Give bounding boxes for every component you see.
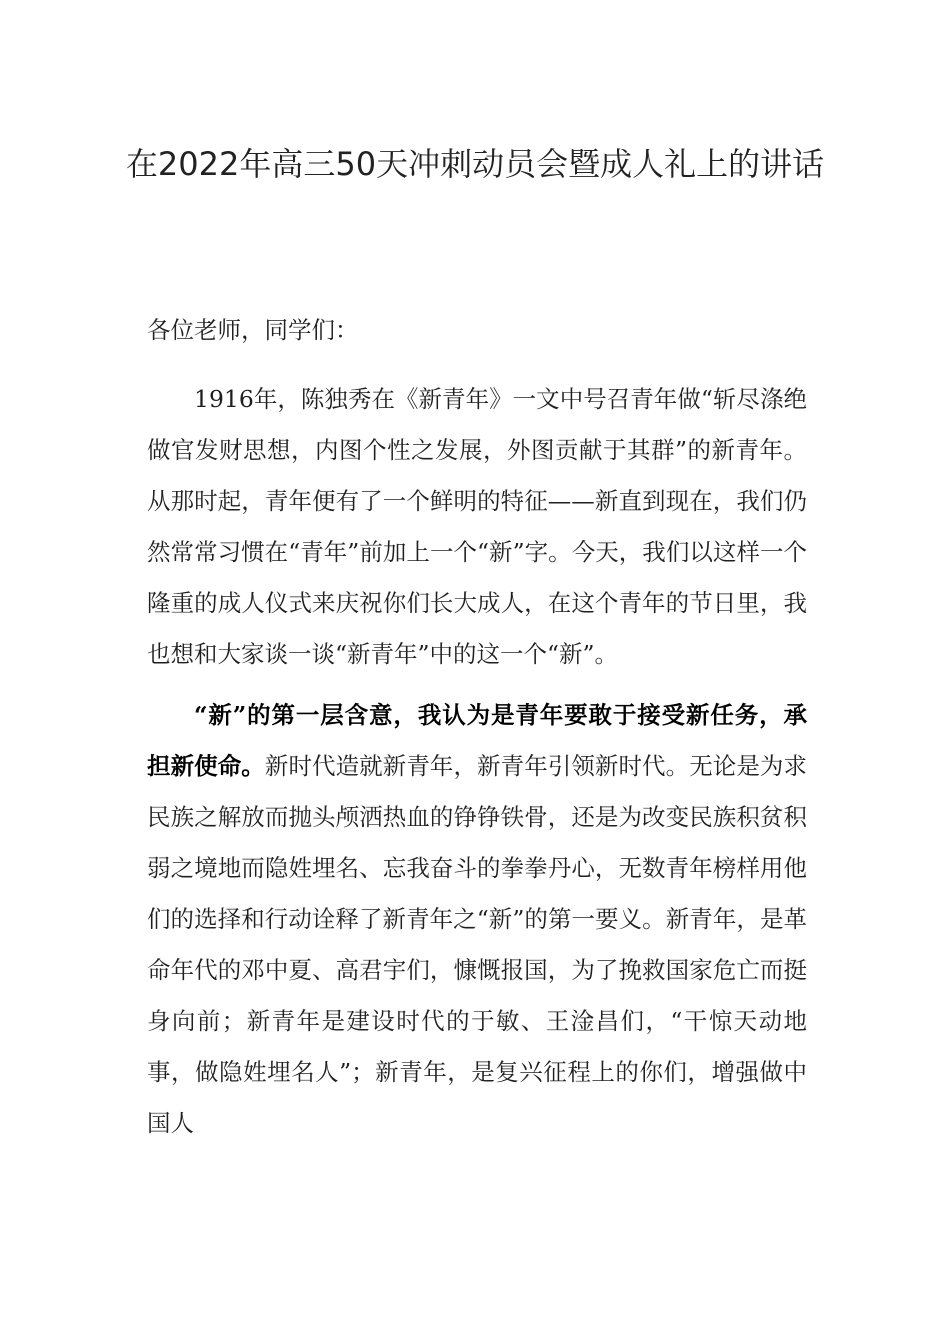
document-body	[147, 305, 807, 1149]
paragraph-1: 1916年，陈独秀在《新青年》一文中号召青年做“斩尽涤绝做官发财思想，内图个性之发展，外图贡献于其群”的新青年。从那时起，青年便有了一个鲜明的特征——新直到现在，我们仍然常常习惯在“青年”前加上一个“新”字。今天，我们以这样一个隆重的成人仪式来庆祝你们长大成人，在这个青年的节日里，我也想和大家谈一谈“新青年”中的这一个“新”。	[147, 385, 807, 668]
salutation: 各位老师，同学们：	[147, 316, 359, 344]
paragraph-2-text: 新时代造就新青年，新青年引领新时代。无论是为求民族之解放而抛头颅洒热血的铮铮铁骨，还是为改变民族积贫积弱之境地而隐姓埋名、忘我奋斗的拳拳丹心，无数青年榜样用他们的选择和行动诠释了新青年之“新”的第一要义。新青年，是革命年代的邓中夏、高君宇们，慷慨报国，为了挽救国家危亡而挺身向前；新青年是建设时代的于敏、王淦昌们，“干惊天动地事，做隐姓埋名人”；新青年，是复兴征程上的你们，增强做中国人	[147, 752, 808, 1137]
document-title: 在2022年高三50天冲刺动员会暨成人礼上的讲话	[125, 145, 825, 183]
paragraph-2-heading: “新”的第一层含意，我认为是青年要敢于接受新任务，承担新使命。	[147, 701, 807, 780]
paragraph-2	[147, 690, 807, 1149]
